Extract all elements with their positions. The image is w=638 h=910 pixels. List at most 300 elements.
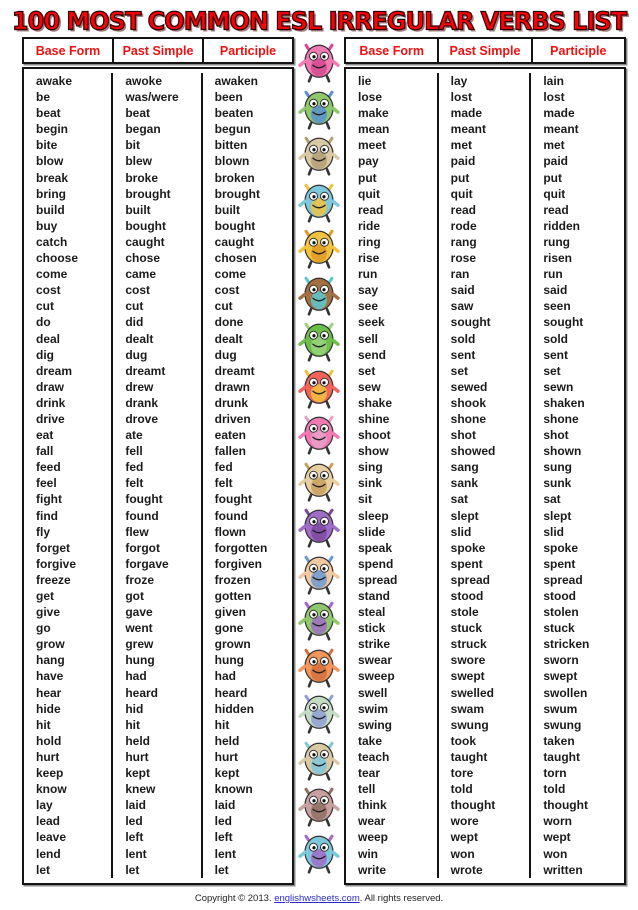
verb-cell: lost xyxy=(543,90,565,105)
verb-cell: run xyxy=(543,267,563,282)
verb-cell: shook xyxy=(439,395,532,411)
verb-cell: drew xyxy=(113,379,202,395)
verb-cell: set xyxy=(543,363,561,378)
table-row xyxy=(24,427,292,443)
verb-cell: taken xyxy=(543,733,575,748)
column-header-participle: Participle xyxy=(219,43,277,58)
verb-cell: put xyxy=(439,170,532,186)
verb-cell: sleep xyxy=(346,508,439,524)
table-row xyxy=(24,121,292,137)
verb-cell: spend xyxy=(346,556,439,572)
verb-cell: go xyxy=(24,620,113,636)
mummy-monster-icon xyxy=(296,130,342,177)
brown-bear-monster-icon xyxy=(296,270,342,317)
table-row xyxy=(346,572,624,588)
table-row xyxy=(24,556,292,572)
verb-cell: found xyxy=(113,508,202,524)
verb-cell: heard xyxy=(113,685,202,701)
verb-cell: build xyxy=(24,202,113,218)
verb-cell: keep xyxy=(24,765,113,781)
verb-cell: ride xyxy=(346,218,439,234)
verb-cell: swum xyxy=(543,701,578,716)
copyright-text-prefix: Copyright © 2013. xyxy=(194,893,275,904)
verb-cell: swell xyxy=(346,685,439,701)
verb-cell: freeze xyxy=(24,572,113,588)
table-row xyxy=(346,620,624,636)
table-row xyxy=(346,314,624,330)
verb-cell: swelled xyxy=(439,685,532,701)
verb-cell: sought xyxy=(439,314,532,330)
verb-cell: seek xyxy=(346,314,439,330)
verb-cell: met xyxy=(543,138,565,153)
column-header-past-simple: Past Simple xyxy=(439,39,532,62)
verb-cell: spread xyxy=(439,572,532,588)
table-row xyxy=(346,749,624,765)
verb-cell: dreamt xyxy=(113,363,202,379)
verb-cell: spoke xyxy=(543,540,578,555)
verb-cell: shone xyxy=(439,411,532,427)
verb-cell: be xyxy=(24,89,113,105)
verb-cell: said xyxy=(439,282,532,298)
verb-cell: forgave xyxy=(113,556,202,572)
verb-cell: made xyxy=(439,105,532,121)
orange-singing-monster-icon xyxy=(296,642,342,689)
verb-cell: win xyxy=(346,846,439,862)
verb-cell: rise xyxy=(346,250,439,266)
verb-cell: lent xyxy=(113,846,202,862)
table-row xyxy=(346,170,624,186)
verb-cell: draw xyxy=(24,379,113,395)
table-row xyxy=(24,218,292,234)
table-row xyxy=(346,218,624,234)
reading-frog-monster-icon xyxy=(296,595,342,642)
verb-cell: fought xyxy=(214,492,252,507)
verb-cell: took xyxy=(439,733,532,749)
table-row xyxy=(346,862,624,878)
verb-cell: ran xyxy=(439,266,532,282)
verb-cell: get xyxy=(24,588,113,604)
page-title: 100 MOST COMMON ESL IRREGULAR VERBS LIST xyxy=(11,6,627,36)
verb-cell: let xyxy=(24,862,113,878)
verb-cell: felt xyxy=(113,475,202,491)
table-row xyxy=(24,781,292,797)
verb-cell: taught xyxy=(439,749,532,765)
verb-cell: flown xyxy=(214,524,246,539)
verb-cell: shown xyxy=(543,444,582,459)
verb-cell: cut xyxy=(24,298,113,314)
verb-cell: caught xyxy=(113,234,202,250)
verbs-table-right xyxy=(344,37,626,885)
verb-cell: forget xyxy=(24,540,113,556)
verb-cell: swear xyxy=(346,652,439,668)
table-row xyxy=(24,234,292,250)
table-row xyxy=(24,314,292,330)
verb-cell: stood xyxy=(439,588,532,604)
table-row xyxy=(24,475,292,491)
verb-cell: broke xyxy=(113,170,202,186)
verb-cell: cost xyxy=(113,282,202,298)
table-row xyxy=(346,234,624,250)
verb-cell: fought xyxy=(113,491,202,507)
table-row xyxy=(346,266,624,282)
table-header-row xyxy=(22,37,294,64)
verb-cell: take xyxy=(346,733,439,749)
verb-cell: put xyxy=(346,170,439,186)
verb-cell: brought xyxy=(214,186,260,201)
verb-cell: rung xyxy=(543,234,570,249)
verb-cell: mean xyxy=(346,121,439,137)
verb-cell: see xyxy=(346,298,439,314)
table-row xyxy=(346,781,624,797)
verb-cell: risen xyxy=(543,251,572,266)
table-row xyxy=(24,363,292,379)
table-row xyxy=(24,717,292,733)
verb-cell: sewed xyxy=(439,379,532,395)
table-row xyxy=(24,846,292,862)
table-row xyxy=(346,668,624,684)
verb-cell: bought xyxy=(113,218,202,234)
verb-cell: drove xyxy=(113,411,202,427)
table-row xyxy=(24,298,292,314)
verb-cell: shaken xyxy=(543,395,585,410)
verb-cell: read xyxy=(543,202,569,217)
verb-cell: sought xyxy=(543,315,584,330)
table-row xyxy=(24,813,292,829)
verb-cell: shine xyxy=(346,411,439,427)
verb-cell: won xyxy=(439,846,532,862)
verb-cell: knew xyxy=(113,781,202,797)
verb-cell: beaten xyxy=(214,106,254,121)
verb-cell: written xyxy=(543,862,583,877)
table-row xyxy=(346,459,624,475)
verb-cell: sell xyxy=(346,331,439,347)
blue-caped-troll-monster-icon xyxy=(296,828,342,875)
verb-cell: swam xyxy=(439,701,532,717)
table-row xyxy=(346,427,624,443)
verb-cell: thought xyxy=(439,797,532,813)
table-row xyxy=(346,379,624,395)
verb-cell: shot xyxy=(543,428,569,443)
verb-cell: give xyxy=(24,604,113,620)
verb-cell: flew xyxy=(113,524,202,540)
table-body xyxy=(22,67,294,885)
verb-cell: begin xyxy=(24,121,113,137)
verb-cell: tore xyxy=(439,765,532,781)
verb-cell: sold xyxy=(439,331,532,347)
verb-cell: thought xyxy=(543,798,588,813)
verb-cell: sew xyxy=(346,379,439,395)
verb-cell: quit xyxy=(543,186,566,201)
verb-cell: stuck xyxy=(439,620,532,636)
verb-cell: set xyxy=(439,363,532,379)
verb-cell: fly xyxy=(24,524,113,540)
table-row xyxy=(346,89,624,105)
verb-cell: got xyxy=(113,588,202,604)
verb-cell: kept xyxy=(113,765,202,781)
table-row xyxy=(24,137,292,153)
column-header-past-simple: Past Simple xyxy=(114,39,204,62)
table-row xyxy=(346,701,624,717)
verb-cell: cut xyxy=(113,298,202,314)
verb-cell: hide xyxy=(24,701,113,717)
copyright-text-suffix: . All rights reserved. xyxy=(359,893,444,904)
verb-cell: broken xyxy=(214,170,255,185)
verb-cell: felt xyxy=(214,476,233,491)
verb-cell: meant xyxy=(439,121,532,137)
table-row xyxy=(24,347,292,363)
verb-cell: feel xyxy=(24,475,113,491)
verb-cell: heard xyxy=(214,685,248,700)
table-row xyxy=(24,73,292,89)
verb-cell: showed xyxy=(439,443,532,459)
table-row xyxy=(24,829,292,845)
verb-cell: tell xyxy=(346,781,439,797)
table-row xyxy=(24,588,292,604)
table-row xyxy=(24,250,292,266)
table-row xyxy=(346,717,624,733)
verb-cell: told xyxy=(439,781,532,797)
table-row xyxy=(346,298,624,314)
verb-cell: weep xyxy=(346,829,439,845)
verb-cell: sunk xyxy=(543,476,572,491)
verb-cell: lent xyxy=(214,846,236,861)
verb-cell: cost xyxy=(214,283,240,298)
verb-cell: drive xyxy=(24,411,113,427)
verb-cell: slept xyxy=(439,508,532,524)
verb-cell: blow xyxy=(24,153,113,169)
pink-pig-monster-icon xyxy=(296,37,342,84)
column-header-base-form: Base Form xyxy=(24,39,114,62)
verb-cell: bit xyxy=(113,137,202,153)
verb-cell: wore xyxy=(439,813,532,829)
table-row xyxy=(24,443,292,459)
verb-cell: said xyxy=(543,283,568,298)
verb-cell: bite xyxy=(24,137,113,153)
verb-cell: forgot xyxy=(113,540,202,556)
table-row xyxy=(24,379,292,395)
verb-cell: worn xyxy=(543,814,572,829)
verb-cell: set xyxy=(346,363,439,379)
verb-cell: spent xyxy=(439,556,532,572)
verb-cell: froze xyxy=(113,572,202,588)
table-row xyxy=(24,331,292,347)
verb-cell: slept xyxy=(543,508,572,523)
monster-illustration-strip xyxy=(294,37,344,874)
table-row xyxy=(24,540,292,556)
green-ogre-monster-icon xyxy=(296,84,342,131)
table-row xyxy=(24,733,292,749)
verb-cell: sold xyxy=(543,331,568,346)
blue-furry-monster-icon xyxy=(296,177,342,224)
verb-cell: hear xyxy=(24,685,113,701)
verb-cell: wear xyxy=(346,813,439,829)
verb-cell: swim xyxy=(346,701,439,717)
verb-cell: swept xyxy=(543,669,578,684)
verb-cell: hung xyxy=(113,652,202,668)
verb-cell: sang xyxy=(439,459,532,475)
verb-cell: think xyxy=(346,797,439,813)
verb-cell: hurt xyxy=(214,749,238,764)
verb-cell: hurt xyxy=(24,749,113,765)
verb-cell: stuck xyxy=(543,621,575,636)
verb-cell: frozen xyxy=(214,572,251,587)
verb-cell: struck xyxy=(439,636,532,652)
verb-cell: beat xyxy=(24,105,113,121)
verb-cell: drank xyxy=(113,395,202,411)
verb-cell: laid xyxy=(113,797,202,813)
verb-cell: deal xyxy=(24,331,113,347)
verb-cell: lead xyxy=(24,813,113,829)
verb-cell: choose xyxy=(24,250,113,266)
verb-cell: fallen xyxy=(214,444,246,459)
table-row xyxy=(24,395,292,411)
verb-cell: given xyxy=(214,605,246,620)
verb-cell: shone xyxy=(543,411,579,426)
table-row xyxy=(24,186,292,202)
table-row xyxy=(24,202,292,218)
table-row xyxy=(24,89,292,105)
verb-cell: began xyxy=(113,121,202,137)
verb-cell: slide xyxy=(346,524,439,540)
verb-cell: dealt xyxy=(214,331,243,346)
verb-cell: run xyxy=(346,266,439,282)
verb-cell: steal xyxy=(346,604,439,620)
verb-cell: say xyxy=(346,282,439,298)
verb-cell: do xyxy=(24,314,113,330)
verb-cell: lay xyxy=(439,73,532,89)
verb-cell: sung xyxy=(543,460,572,475)
table-row xyxy=(24,266,292,282)
verb-cell: wept xyxy=(543,830,571,845)
verb-cell: lose xyxy=(346,89,439,105)
table-row xyxy=(346,540,624,556)
verb-cell: swollen xyxy=(543,685,588,700)
verb-cell: did xyxy=(113,314,202,330)
table-row xyxy=(24,508,292,524)
verb-cell: slid xyxy=(543,524,564,539)
verb-cell: buy xyxy=(24,218,113,234)
verb-cell: catch xyxy=(24,234,113,250)
table-row xyxy=(346,829,624,845)
verb-cell: gave xyxy=(113,604,202,620)
table-row xyxy=(346,105,624,121)
rat-stick-monster-icon xyxy=(296,781,342,828)
verb-cell: put xyxy=(543,170,562,185)
verb-cell: lost xyxy=(439,89,532,105)
verb-cell: was/were xyxy=(113,89,202,105)
verb-cell: lie xyxy=(346,73,439,89)
verb-cell: fed xyxy=(214,460,233,475)
table-row xyxy=(346,491,624,507)
verb-cell: kept xyxy=(214,766,240,781)
table-row xyxy=(24,572,292,588)
table-row xyxy=(24,685,292,701)
verb-cell: drawn xyxy=(214,379,250,394)
table-row xyxy=(24,765,292,781)
table-row xyxy=(346,153,624,169)
verb-cell: sit xyxy=(346,491,439,507)
website-link[interactable]: englishwsheets.com xyxy=(274,893,360,904)
table-row xyxy=(24,153,292,169)
table-row xyxy=(24,604,292,620)
verb-cell: hidden xyxy=(214,701,254,716)
verb-cell: taught xyxy=(543,749,580,764)
table-row xyxy=(346,282,624,298)
verb-cell: swung xyxy=(543,717,582,732)
verb-cell: hit xyxy=(214,717,230,732)
verb-cell: had xyxy=(113,668,202,684)
verb-cell: lend xyxy=(24,846,113,862)
verb-cell: fed xyxy=(113,459,202,475)
verb-cell: hit xyxy=(113,717,202,733)
verb-cell: dream xyxy=(24,363,113,379)
verb-cell: begun xyxy=(214,122,251,137)
table-row xyxy=(24,491,292,507)
green-dragon-monster-icon xyxy=(296,316,342,363)
verb-cell: shot xyxy=(439,427,532,443)
verb-cell: held xyxy=(214,733,240,748)
verb-cell: speak xyxy=(346,540,439,556)
verb-cell: quit xyxy=(439,186,532,202)
verb-cell: meant xyxy=(543,122,579,137)
verb-cell: quit xyxy=(346,186,439,202)
verb-cell: hit xyxy=(24,717,113,733)
verb-cell: led xyxy=(214,814,232,829)
verb-cell: led xyxy=(113,813,202,829)
verb-cell: swore xyxy=(439,652,532,668)
verb-cell: eaten xyxy=(214,428,247,443)
verb-cell: left xyxy=(214,830,233,845)
verb-cell: leave xyxy=(24,829,113,845)
verb-cell: went xyxy=(113,620,202,636)
verb-cell: blew xyxy=(113,153,202,169)
verb-cell: cost xyxy=(24,282,113,298)
verb-cell: rose xyxy=(439,250,532,266)
verb-cell: beat xyxy=(113,105,202,121)
table-row xyxy=(346,250,624,266)
table-row xyxy=(346,636,624,652)
verb-cell: eat xyxy=(24,427,113,443)
verb-cell: dig xyxy=(24,347,113,363)
verb-cell: stick xyxy=(346,620,439,636)
verb-cell: swept xyxy=(439,668,532,684)
verb-cell: built xyxy=(113,202,202,218)
verb-cell: fall xyxy=(24,443,113,459)
verb-cell: tear xyxy=(346,765,439,781)
table-row xyxy=(24,170,292,186)
table-row xyxy=(346,411,624,427)
table-row xyxy=(346,846,624,862)
verb-cell: sank xyxy=(439,475,532,491)
table-row xyxy=(346,588,624,604)
verb-cell: sink xyxy=(346,475,439,491)
verb-cell: stood xyxy=(543,589,576,603)
verb-cell: ring xyxy=(346,234,439,250)
verb-cell: swing xyxy=(346,717,439,733)
verb-cell: awake xyxy=(24,73,113,89)
table-row xyxy=(346,331,624,347)
pale-ghost-monster-icon xyxy=(296,688,342,735)
table-row xyxy=(24,652,292,668)
verb-cell: dug xyxy=(214,347,237,362)
verb-cell: stricken xyxy=(543,637,590,652)
verb-cell: fell xyxy=(113,443,202,459)
table-row xyxy=(346,121,624,137)
verb-cell: held xyxy=(113,733,202,749)
verb-cell: bitten xyxy=(214,138,248,153)
verb-cell: fight xyxy=(24,491,113,507)
verb-cell: dreamt xyxy=(214,363,255,378)
